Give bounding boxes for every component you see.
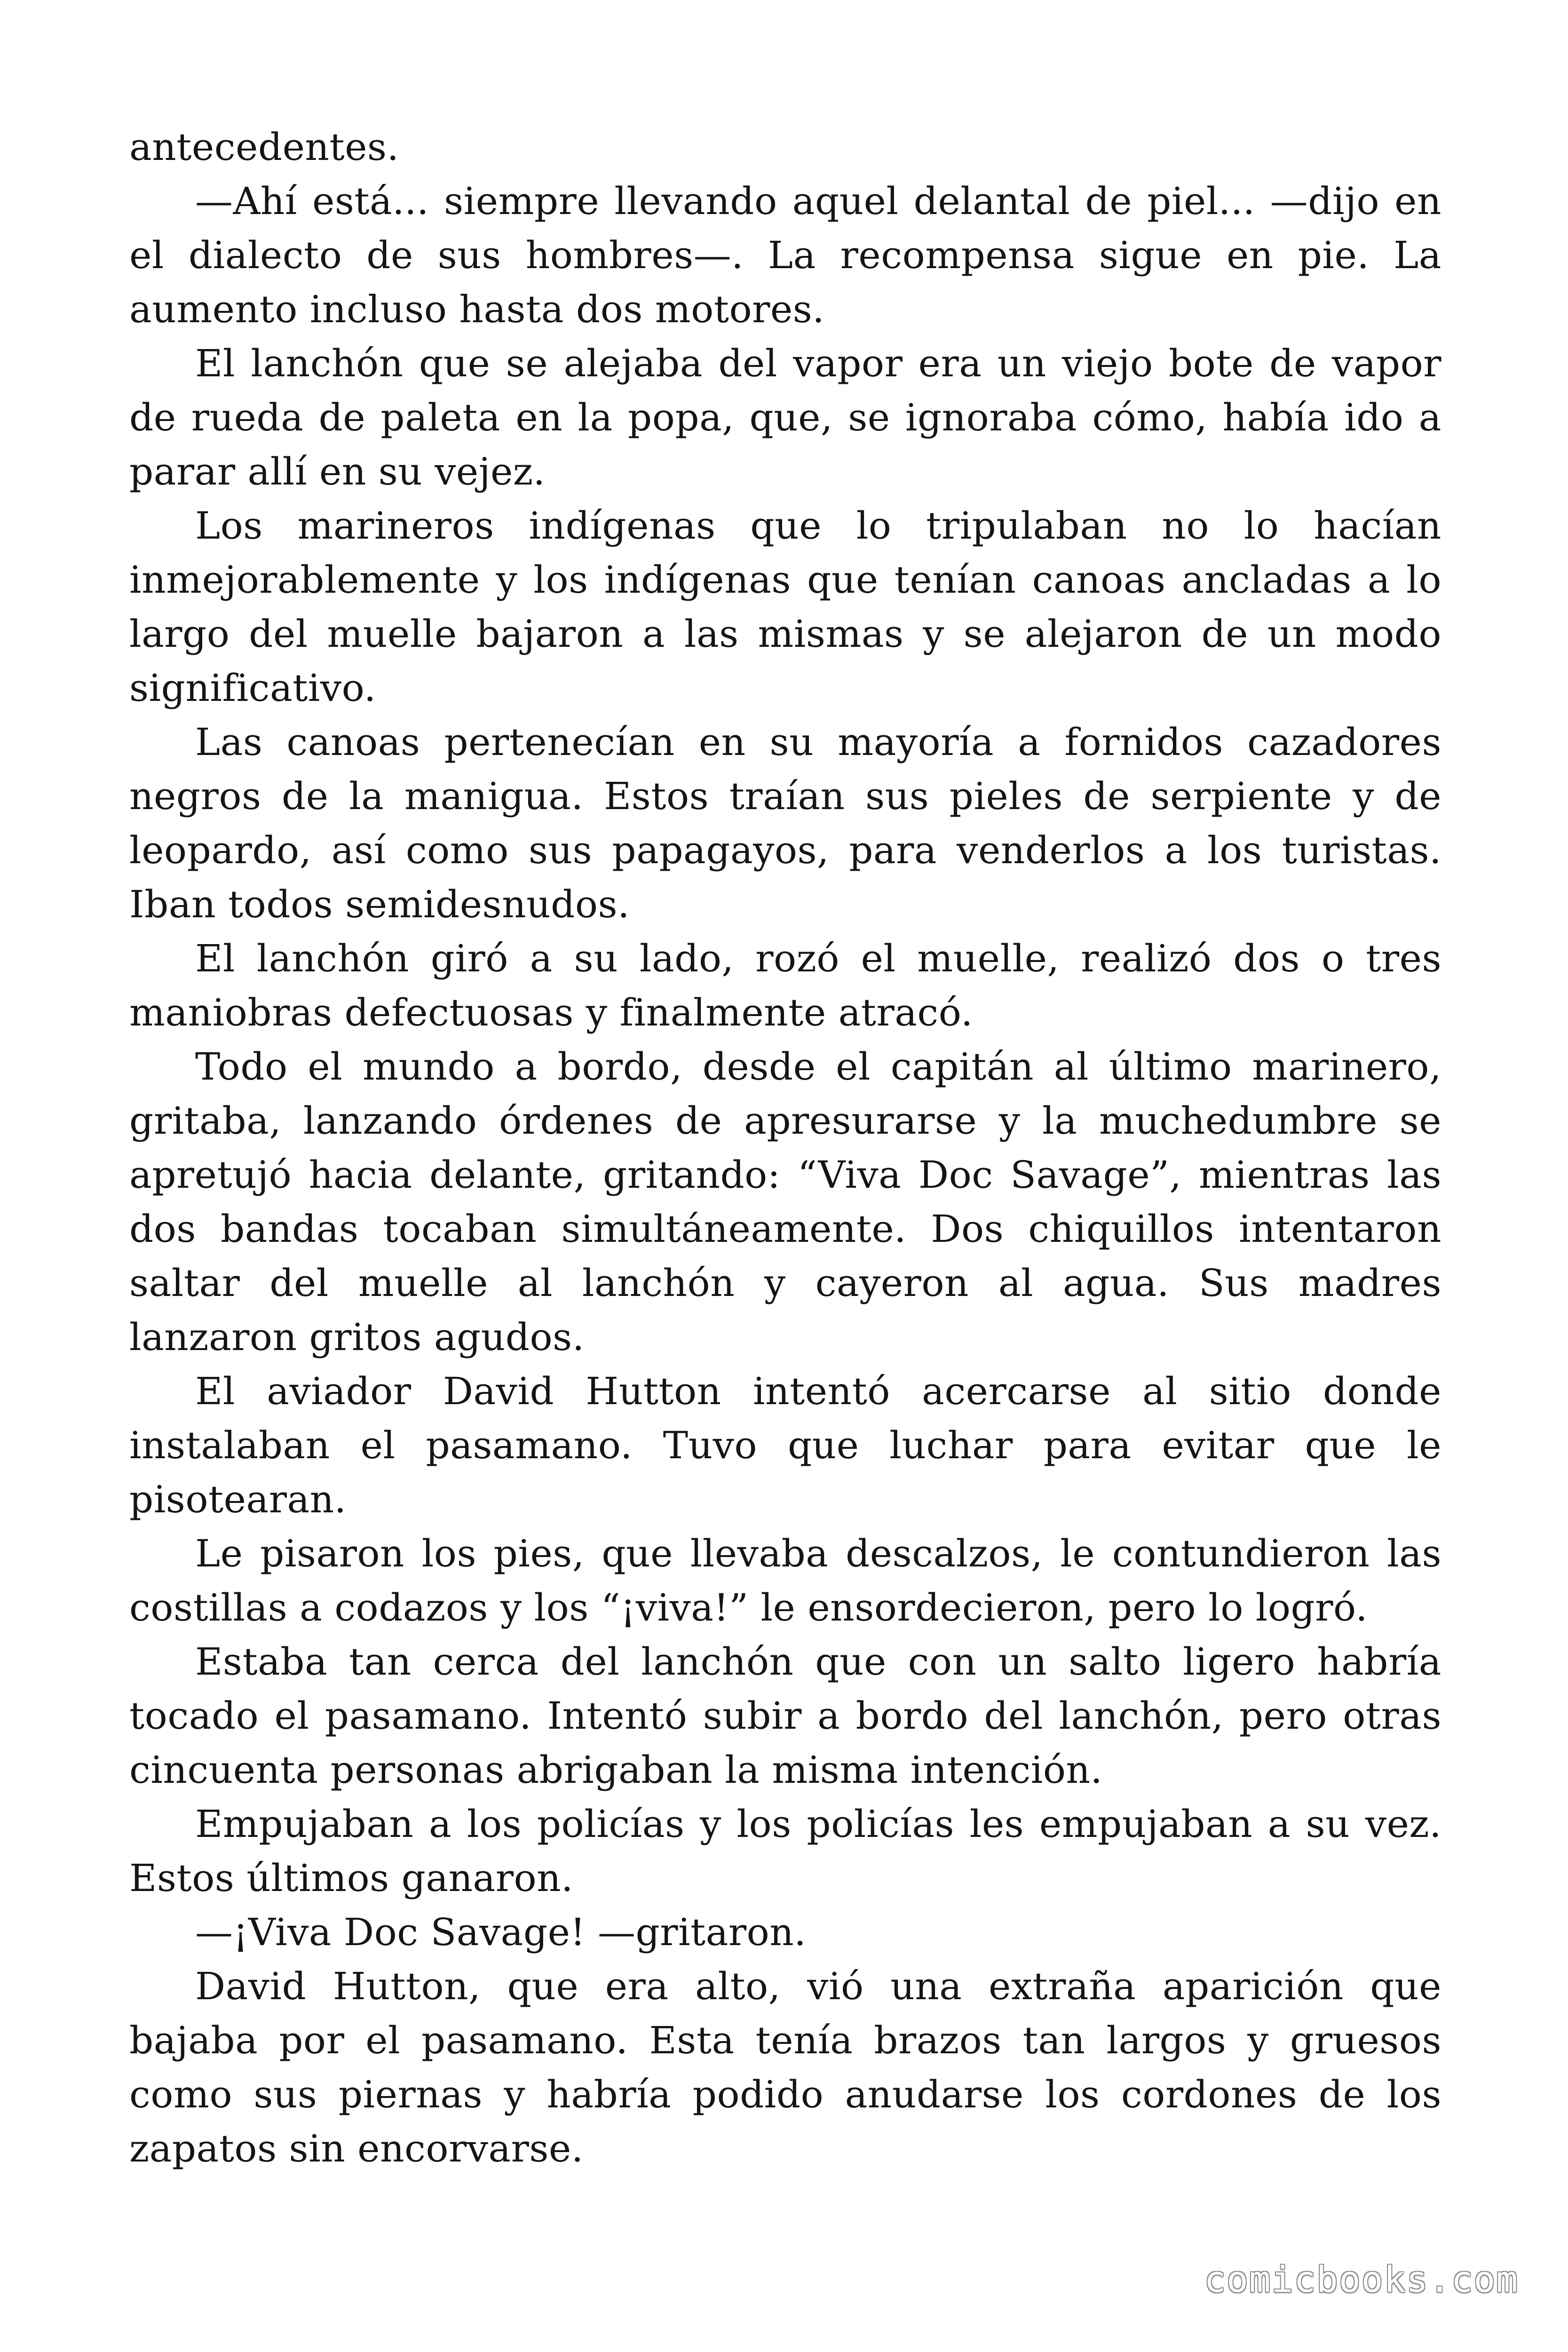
paragraph: Todo el mundo a bordo, desde el capitán al último marinero, gritaba, lanzando órdenes de apresurarse y la muchedumbre se apretujó hacia delante, gritando: “Viva Doc Savage”, mientras las dos bandas tocaban simultáneamente. Dos chiquillos intentaron saltar del muelle al lanchón y cayeron al agua. Sus madres lanzaron gritos agudos. — [129, 1045, 1441, 1359]
paragraph: Estaba tan cerca del lanchón que con un salto ligero habría tocado el pasamano. Intentó subir a bordo del lanchón, pero otras cincuenta personas abrigaban la misma intención. — [129, 1640, 1441, 1792]
paragraph: Le pisaron los pies, que llevaba descalzos, le contundieron las costillas a codazos y los “¡viva!” le ensordecieron, pero lo logró. — [129, 1532, 1441, 1629]
paragraph: El lanchón giró a su lado, rozó el muelle, realizó dos o tres maniobras defectuosas y finalmente atracó. — [129, 937, 1441, 1034]
paragraph: Las canoas pertenecían en su mayoría a fornidos cazadores negros de la manigua. Estos traían sus pieles de serpiente y de leopardo, así como sus papagayos, para venderlos a los turistas. Iban todos semidesnudos. — [129, 720, 1441, 926]
paragraph: David Hutton, que era alto, vió una extraña aparición que bajaba por el pasamano. Esta tenía brazos tan largos y gruesos como sus piernas y habría podido anudarse los cordones de los zapatos sin encorvarse. — [129, 1964, 1441, 2170]
paragraph: —Ahí está... siempre llevando aquel delantal de piel... —dijo en el dialecto de sus hombres—. La recompensa sigue en pie. La aumento incluso hasta dos motores. — [129, 179, 1441, 331]
paragraph-continued: antecedentes. — [129, 125, 399, 169]
watermark: comicbooks.com — [1204, 2258, 1519, 2300]
paragraph: Los marineros indígenas que lo tripulaban no lo hacían inmejorablemente y los indígenas que tenían canoas ancladas a lo largo del muelle bajaron a las mismas y se alejaron de un modo significativo. — [129, 504, 1441, 710]
page-body — [129, 120, 1441, 2176]
paragraph: El lanchón que se alejaba del vapor era un viejo bote de vapor de rueda de paleta en la popa, que, se ignoraba cómo, había ido a parar allí en su vejez. — [129, 342, 1441, 493]
paragraph: Empujaban a los policías y los policías les empujaban a su vez. Estos últimos ganaron. — [129, 1802, 1441, 1900]
paragraph: —¡Viva Doc Savage! —gritaron. — [195, 1910, 807, 1954]
paragraph: El aviador David Hutton intentó acercarse al sitio donde instalaban el pasamano. Tuvo que luchar para evitar que le pisotearan. — [129, 1369, 1441, 1521]
